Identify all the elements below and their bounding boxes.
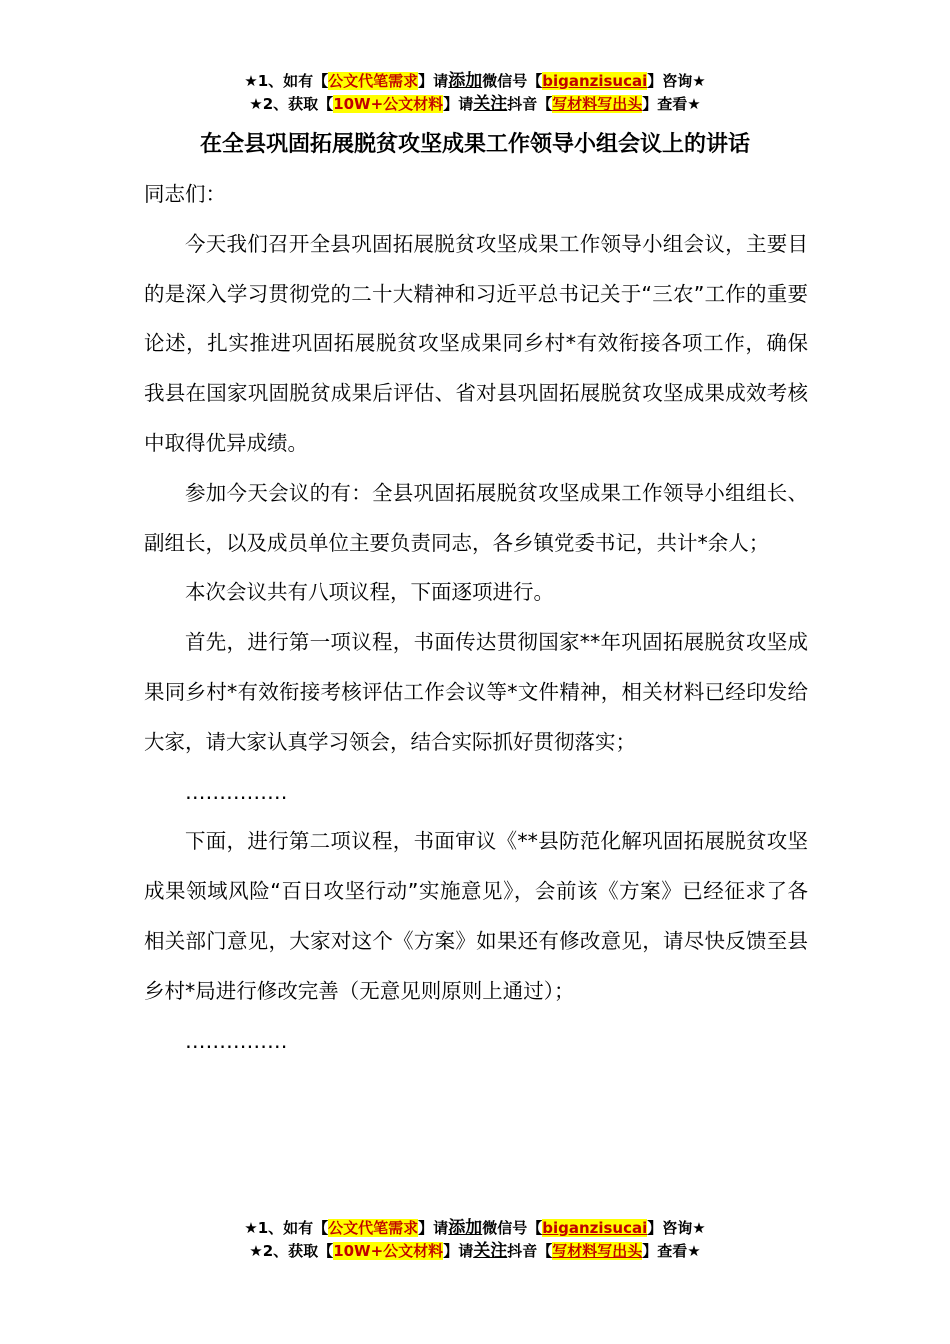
promo-emphasis: 关注 <box>473 1241 508 1261</box>
promo-text: 】查看★ <box>642 95 701 113</box>
promo-line-1 <box>0 1217 950 1240</box>
promo-text: 抖音【 <box>507 1242 553 1260</box>
promo-wechat-id: biganzisucai <box>542 72 648 90</box>
document-body <box>144 170 808 1066</box>
promo-emphasis: 关注 <box>473 94 508 114</box>
promo-text: ★1、如有【 <box>244 72 329 90</box>
promo-text: 】请 <box>443 1242 474 1260</box>
promo-text: 抖音【 <box>507 95 553 113</box>
promo-text: 微信号【 <box>482 1219 543 1237</box>
paragraph: 参加今天会议的有：全县巩固拓展脱贫攻坚成果工作领导小组组长、副组长，以及成员单位主要负责同志，各乡镇党委书记，共计*余人； <box>144 480 808 555</box>
promo-line-2 <box>0 93 950 116</box>
paragraph: 首先，进行第一项议程，书面传达贯彻国家**年巩固拓展脱贫攻坚成果同乡村*有效衔接考核评估工作会议等*文件精神，相关材料已经印发给大家，请大家认真学习领会，结合实际抓好贯彻落实； <box>144 630 808 754</box>
promo-text: 】请 <box>418 72 449 90</box>
promo-text: ★2、获取【 <box>249 95 334 113</box>
promo-text: ★1、如有【 <box>244 1219 329 1237</box>
paragraph: 今天我们召开全县巩固拓展脱贫攻坚成果工作领导小组会议，主要目的是深入学习贯彻党的二十大精神和习近平总书记关于“三农”工作的重要论述，扎实推进巩固拓展脱贫攻坚成果同乡村*有效衔接各项工作，确保我县在国家巩固脱贫成果后评估、省对县巩固拓展脱贫攻坚成果成效考核中取得优异成绩。 <box>144 231 808 455</box>
promo-highlight: 公文代笔需求 <box>328 1219 419 1237</box>
ellipsis-separator: …………… <box>185 779 288 804</box>
promo-highlight: 10W+公文材料 <box>333 1242 444 1260</box>
promo-douyin-id: 写材料写出头 <box>552 1242 643 1260</box>
promo-wechat-id: biganzisucai <box>542 1219 648 1237</box>
promo-highlight: 公文代笔需求 <box>328 72 419 90</box>
promo-text: 】请 <box>443 95 474 113</box>
promo-emphasis: 添加 <box>448 1218 483 1238</box>
promo-douyin-id: 写材料写出头 <box>552 95 643 113</box>
promo-emphasis: 添加 <box>448 71 483 91</box>
promo-banner-bottom <box>0 1217 950 1263</box>
document-title: 在全县巩固拓展脱贫攻坚成果工作领导小组会议上的讲话 <box>199 132 750 157</box>
salutation: 同志们： <box>144 182 226 206</box>
promo-line-1 <box>0 70 950 93</box>
promo-text: ★2、获取【 <box>249 1242 334 1260</box>
promo-line-2 <box>0 1240 950 1263</box>
paragraph: 下面，进行第二项议程，书面审议《**县防范化解巩固拓展脱贫攻坚成果领域风险“百日攻坚行动”实施意见》，会前该《方案》已经征求了各相关部门意见，大家对这个《方案》如果还有修改意见，请尽快反馈至县乡村*局进行修改完善（无意见则原则上通过）； <box>144 829 808 1003</box>
promo-text: 】咨询★ <box>647 72 706 90</box>
paragraph: 本次会议共有八项议程，下面逐项进行。 <box>185 580 554 605</box>
promo-text: 微信号【 <box>482 72 543 90</box>
promo-highlight: 10W+公文材料 <box>333 95 444 113</box>
promo-text: 】查看★ <box>642 1242 701 1260</box>
promo-banner-top <box>0 70 950 116</box>
promo-text: 】请 <box>418 1219 449 1237</box>
promo-text: 】咨询★ <box>647 1219 706 1237</box>
ellipsis-separator: …………… <box>185 1028 288 1053</box>
